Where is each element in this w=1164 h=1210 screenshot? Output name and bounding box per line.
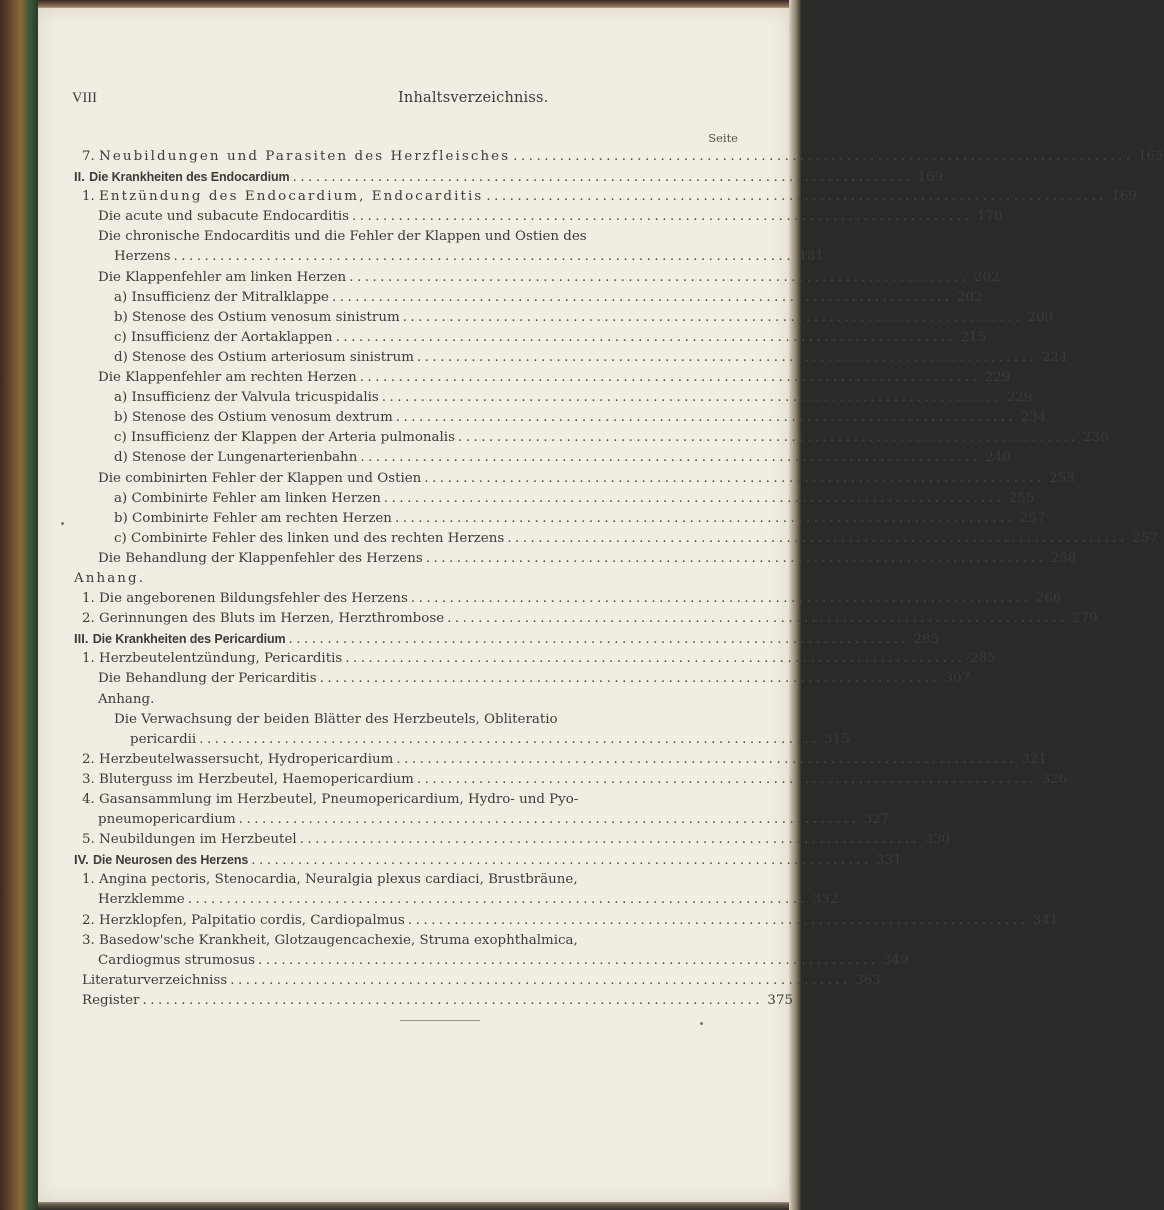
toc-entry-text: [114, 348, 414, 368]
toc-entry-number: 1.: [82, 591, 95, 607]
page-column-label: Seite: [708, 131, 738, 145]
toc-entry-page: 307: [944, 671, 971, 687]
page-title: Inhaltsverzeichniss.: [398, 90, 549, 106]
toc-entry: [74, 348, 1068, 368]
dot-leader: ................................................................................: [513, 149, 1134, 164]
dot-leader: ................................................................................: [199, 731, 820, 747]
toc-entry-label: Die Krankheiten des Endocardium: [89, 170, 290, 185]
toc-entry-text: [82, 770, 414, 790]
toc-entry-text: [82, 147, 510, 167]
toc-line: [74, 710, 738, 730]
dot-leader: ................................................................................: [173, 249, 795, 265]
toc-entry-page: 363: [855, 972, 881, 988]
dot-leader: ................................................................................: [251, 853, 872, 869]
toc-entry-text: [74, 629, 286, 650]
toc-entry-text: [114, 288, 329, 308]
dot-leader: ................................................................................: [288, 632, 910, 648]
toc-entry: [74, 147, 1164, 167]
toc-entry-page: 341: [1032, 912, 1059, 928]
toc-entry-page: 169: [1111, 189, 1137, 205]
toc-entry: [74, 589, 1062, 609]
toc-entry-text: [74, 167, 290, 188]
toc-entry-text: [114, 247, 170, 267]
table-of-contents: [74, 130, 1164, 1011]
toc-entry-page: 331: [876, 853, 902, 869]
dot-leader: ................................................................................: [457, 430, 1079, 446]
dot-leader: ................................................................................: [345, 651, 966, 667]
book-binding-left: [0, 0, 38, 1210]
toc-entry: [74, 448, 1011, 468]
toc-entry-page: 257: [1019, 510, 1046, 526]
toc-entry-label: Neubildungen im Herzbeutel: [99, 832, 297, 848]
toc-entry-page: 375: [767, 992, 793, 1008]
toc-entry-page: 229: [984, 370, 1011, 386]
toc-entry-text: [82, 991, 139, 1011]
dot-leader: ................................................................................: [486, 189, 1107, 205]
toc-entry: [74, 368, 1011, 388]
dot-leader: ................................................................................: [292, 170, 914, 186]
toc-entry-label: pericardii: [130, 731, 197, 747]
toc-entry-page: 285: [970, 651, 996, 667]
toc-entry-label: Register: [82, 992, 140, 1008]
toc-entry: [74, 388, 1033, 408]
toc-entry-page: 253: [1049, 470, 1075, 486]
toc-entry-page: 266: [1035, 591, 1062, 607]
toc-entry-label: Die Neurosen des Herzens: [92, 853, 249, 868]
dot-leader: ................................................................................: [381, 390, 1003, 406]
paper-speck: [700, 1022, 703, 1025]
toc-entry: [74, 408, 1047, 428]
toc-entry-page: 258: [1050, 550, 1077, 566]
toc-entry-label: a) Combinirte Fehler am linken Herzen: [114, 490, 381, 506]
toc-entry: [74, 810, 890, 830]
toc-entry-number: 7.: [82, 149, 95, 164]
dot-leader: ................................................................................: [230, 972, 851, 988]
toc-entry: [74, 288, 983, 308]
dot-leader: ................................................................................: [238, 812, 860, 828]
toc-entry-label: Die Klappenfehler am rechten Herzen: [98, 370, 357, 386]
dot-leader: ................................................................................: [360, 450, 981, 466]
toc-entry-label: d) Stenose der Lungenarterienbahn: [114, 450, 358, 466]
toc-entry-label: Angina pectoris, Stenocardia, Neuralgia plexus cardiaci, Brustbräune,: [99, 872, 578, 888]
toc-entry-label: c) Insufficienz der Aortaklappen: [114, 329, 333, 345]
toc-entry: [74, 328, 987, 348]
toc-entry-page: 202: [974, 269, 1000, 285]
toc-entry-label: Die Behandlung der Klappenfehler des Herzens: [98, 550, 423, 566]
toc-entry: [74, 750, 1047, 770]
dot-leader: ................................................................................: [394, 510, 1016, 526]
dot-leader: ................................................................................: [331, 289, 953, 305]
toc-entry-text: [114, 509, 392, 529]
toc-entry: [74, 770, 1068, 790]
toc-entry: [74, 268, 1000, 288]
toc-entry-page: 315: [824, 731, 850, 747]
toc-entry-page: 181: [798, 249, 825, 265]
dot-leader: ................................................................................: [410, 591, 1032, 607]
toc-entry-label: Entzündung des Endocardium, Endocarditis: [99, 189, 484, 205]
toc-entry-text: [98, 268, 346, 288]
toc-entry-text: [98, 368, 357, 388]
toc-entry-label: d) Stenose des Ostium arteriosum sinistrum: [114, 349, 414, 365]
toc-line: [74, 870, 738, 890]
toc-entry: [74, 890, 839, 910]
toc-entry: [74, 830, 951, 850]
toc-entry: [74, 649, 996, 669]
dot-leader: ................................................................................: [507, 530, 1128, 546]
toc-entry-page: 240: [985, 450, 1011, 466]
dot-leader: ................................................................................: [402, 309, 1024, 325]
dot-leader: ................................................................................: [416, 349, 1038, 365]
toc-entry-label: b) Stenose des Ostium venosum sinistrum: [114, 309, 400, 325]
toc-entry-number: 3.: [82, 771, 95, 787]
running-header: [72, 90, 741, 112]
toc-entry-text: [82, 589, 408, 609]
toc-entry-page: 209: [1027, 309, 1054, 325]
toc-entry-text: [114, 388, 379, 408]
toc-entry-text: [82, 792, 578, 807]
toc-entry-label: Cardiogmus strumosus: [98, 952, 255, 968]
dot-leader: ................................................................................: [395, 410, 1017, 426]
dot-leader: ................................................................................: [425, 550, 1047, 566]
dot-leader: ................................................................................: [447, 611, 1068, 627]
toc-entry-label: Die chronische Endocarditis und die Fehler der Klappen und Ostien des: [98, 229, 587, 245]
toc-entry-text: [74, 571, 145, 586]
toc-entry-label: Anhang.: [98, 691, 155, 707]
dot-leader: ................................................................................: [424, 470, 1045, 486]
toc-entry-label: Die Klappenfehler am linken Herzen: [98, 269, 347, 285]
toc-line: [74, 790, 738, 810]
toc-entry-page: 170: [976, 209, 1003, 225]
toc-entry: [74, 549, 1077, 569]
toc-entry-text: [114, 328, 333, 348]
dot-leader: ................................................................................: [319, 671, 941, 687]
toc-entry: [74, 629, 940, 649]
toc-entry-text: [98, 692, 154, 707]
toc-entry-text: [98, 469, 421, 489]
toc-entry-label: Anhang.: [74, 570, 146, 586]
toc-entry-text: [82, 649, 342, 669]
toc-entry-text: [114, 448, 357, 468]
toc-entry-page: 255: [1008, 490, 1035, 506]
dot-leader: ................................................................................: [299, 832, 921, 848]
toc-entry-number: III.: [74, 631, 89, 647]
toc-entry-text: [114, 428, 455, 448]
toc-entry-page: 215: [960, 329, 987, 345]
toc-entry: [74, 730, 850, 750]
toc-entry-label: Herzklemme: [98, 892, 185, 908]
toc-line: [74, 227, 738, 247]
toc-entry: [74, 951, 909, 971]
toc-entry: [74, 469, 1075, 489]
toc-entry-label: Herzens: [114, 249, 171, 265]
toc-entry-text: [98, 229, 587, 244]
toc-entry-page: 349: [882, 952, 909, 968]
toc-entry-text: [82, 609, 444, 629]
toc-entry-page: 169: [917, 170, 944, 186]
toc-entry: [74, 428, 1109, 448]
toc-entry-text: [82, 933, 578, 948]
toc-entry-label: Herzklopfen, Palpitatio cordis, Cardiopalmus: [99, 912, 405, 928]
toc-entry-label: a) Insufficienz der Valvula tricuspidalis: [114, 390, 379, 406]
toc-entry-text: [98, 890, 185, 910]
page-number: VIII: [72, 90, 97, 106]
toc-entry-label: Die Krankheiten des Pericardium: [92, 632, 286, 647]
toc-entry-text: [98, 951, 255, 971]
dot-leader: ................................................................................: [349, 269, 970, 285]
toc-entry-label: Die Verwachsung der beiden Blätter des Herzbeutels, Obliteratio: [114, 711, 558, 727]
toc-entry-text: [82, 187, 483, 207]
toc-entry: [74, 609, 1098, 629]
toc-entry-label: Herzbeutelwassersucht, Hydropericardium: [99, 751, 394, 767]
toc-entry-text: [114, 408, 393, 428]
toc-entry-label: Gerinnungen des Bluts im Herzen, Herzthrombose: [99, 611, 445, 627]
toc-entry: [74, 207, 1003, 227]
toc-entry-number: 4.: [82, 792, 95, 807]
toc-entry-page: 326: [1041, 771, 1068, 787]
dot-leader: ................................................................................: [142, 992, 763, 1008]
toc-entry-number: 2.: [82, 611, 95, 627]
toc-entry-label: c) Insufficienz der Klappen der Arteria pulmonalis: [114, 430, 455, 446]
toc-entry-page: 224: [1041, 349, 1068, 365]
toc-entry: [74, 509, 1046, 529]
toc-entry-page: 257: [1132, 530, 1158, 546]
toc-entry-number: 1.: [82, 189, 95, 205]
toc-entry-label: Neubildungen und Parasiten des Herzfleisches: [99, 149, 511, 164]
toc-entry-label: b) Stenose des Ostium venosum dextrum: [114, 410, 393, 426]
toc-entry-page: 236: [1082, 430, 1109, 446]
toc-entry: [74, 850, 902, 870]
toc-entry-label: Basedow'sche Krankheit, Glotzaugencachexie, Struma exophthalmica,: [99, 932, 578, 948]
toc-entry-text: [74, 850, 248, 871]
toc-entry-text: [130, 730, 196, 750]
toc-entry-page: 234: [1020, 410, 1047, 426]
toc-entry: [74, 167, 944, 187]
dot-leader: ................................................................................: [407, 912, 1029, 928]
toc-entry-text: [114, 529, 504, 549]
toc-entry-number: 2.: [82, 751, 95, 767]
toc-entry-label: a) Insufficienz der Mitralklappe: [114, 289, 329, 305]
toc-entry-page: 327: [863, 812, 890, 828]
toc-entry: [74, 991, 793, 1011]
toc-entry-text: [98, 549, 423, 569]
toc-entry: [74, 529, 1158, 549]
paper-speck: [61, 522, 64, 525]
toc-entry-label: Die Behandlung der Pericarditis: [98, 671, 317, 687]
toc-entry: [74, 489, 1035, 509]
toc-entry-number: 1.: [82, 651, 95, 667]
toc-entry-page: 165: [1138, 149, 1164, 164]
dot-leader: ................................................................................: [335, 329, 957, 345]
toc-line: [74, 690, 738, 710]
toc-entry-page: 321: [1021, 751, 1047, 767]
toc-entry-text: [98, 207, 349, 227]
toc-entry-text: [98, 669, 317, 689]
toc-entry: [74, 971, 881, 991]
toc-line: [74, 931, 738, 951]
dot-leader: ................................................................................: [187, 892, 809, 908]
toc-entry-label: pneumopericardium: [98, 812, 236, 828]
toc-entry-label: Die angeborenen Bildungsfehler des Herzens: [99, 591, 408, 607]
toc-entry-number: 5.: [82, 832, 95, 848]
toc-entry-page: 229: [1006, 390, 1033, 406]
toc-entry-text: [82, 750, 393, 770]
toc-entry-text: [82, 872, 578, 887]
dot-leader: ................................................................................: [257, 952, 879, 968]
toc-entry-text: [98, 810, 236, 830]
toc-entry-label: b) Combinirte Fehler am rechten Herzen: [114, 510, 392, 526]
toc-entry-page: 279: [1072, 611, 1098, 627]
toc-entry: [74, 187, 1137, 207]
toc-entry-page: 285: [913, 632, 940, 648]
toc-entry: [74, 247, 825, 267]
toc-entry-label: Die combinirten Fehler der Klappen und Ostien: [98, 470, 422, 486]
toc-entry-page: 202: [956, 289, 983, 305]
toc-entry-number: 3.: [82, 932, 95, 948]
toc-entry-text: [82, 971, 227, 991]
toc-line: [74, 569, 738, 589]
toc-entry-text: [82, 911, 405, 931]
toc-entry-label: Gasansammlung im Herzbeutel, Pneumopericardium, Hydro- und Pyo-: [99, 792, 579, 807]
dot-leader: ................................................................................: [359, 370, 981, 386]
toc-entry-text: [114, 489, 381, 509]
toc-entry-page: 332: [812, 892, 839, 908]
toc-entry-text: [114, 712, 558, 727]
toc-entry-label: Bluterguss im Herzbeutel, Haemopericardium: [99, 771, 414, 787]
dot-leader: ................................................................................: [416, 771, 1038, 787]
footer-rule: [400, 1020, 480, 1021]
toc-entry: [74, 911, 1059, 931]
toc-entry-label: Literaturverzeichniss: [82, 972, 228, 988]
dot-leader: ................................................................................: [396, 751, 1017, 767]
toc-entry-label: Herzbeutelentzündung, Pericarditis: [99, 651, 343, 667]
toc-entry-number: II.: [74, 169, 85, 185]
dot-leader: ................................................................................: [383, 490, 1005, 506]
toc-entry-number: 2.: [82, 912, 95, 928]
toc-entry-text: [82, 830, 297, 850]
toc-entry-number: IV.: [74, 852, 89, 868]
dot-leader: ................................................................................: [352, 209, 973, 225]
toc-entry-page: 330: [924, 832, 951, 848]
toc-entry: [74, 669, 971, 689]
toc-entry-number: 1.: [82, 872, 95, 888]
toc-entry-label: Die acute und subacute Endocarditis: [98, 209, 349, 225]
toc-entry-label: c) Combinirte Fehler des linken und des rechten Herzens: [114, 530, 505, 546]
toc-entry-text: [114, 308, 400, 328]
toc-entry: [74, 308, 1054, 328]
